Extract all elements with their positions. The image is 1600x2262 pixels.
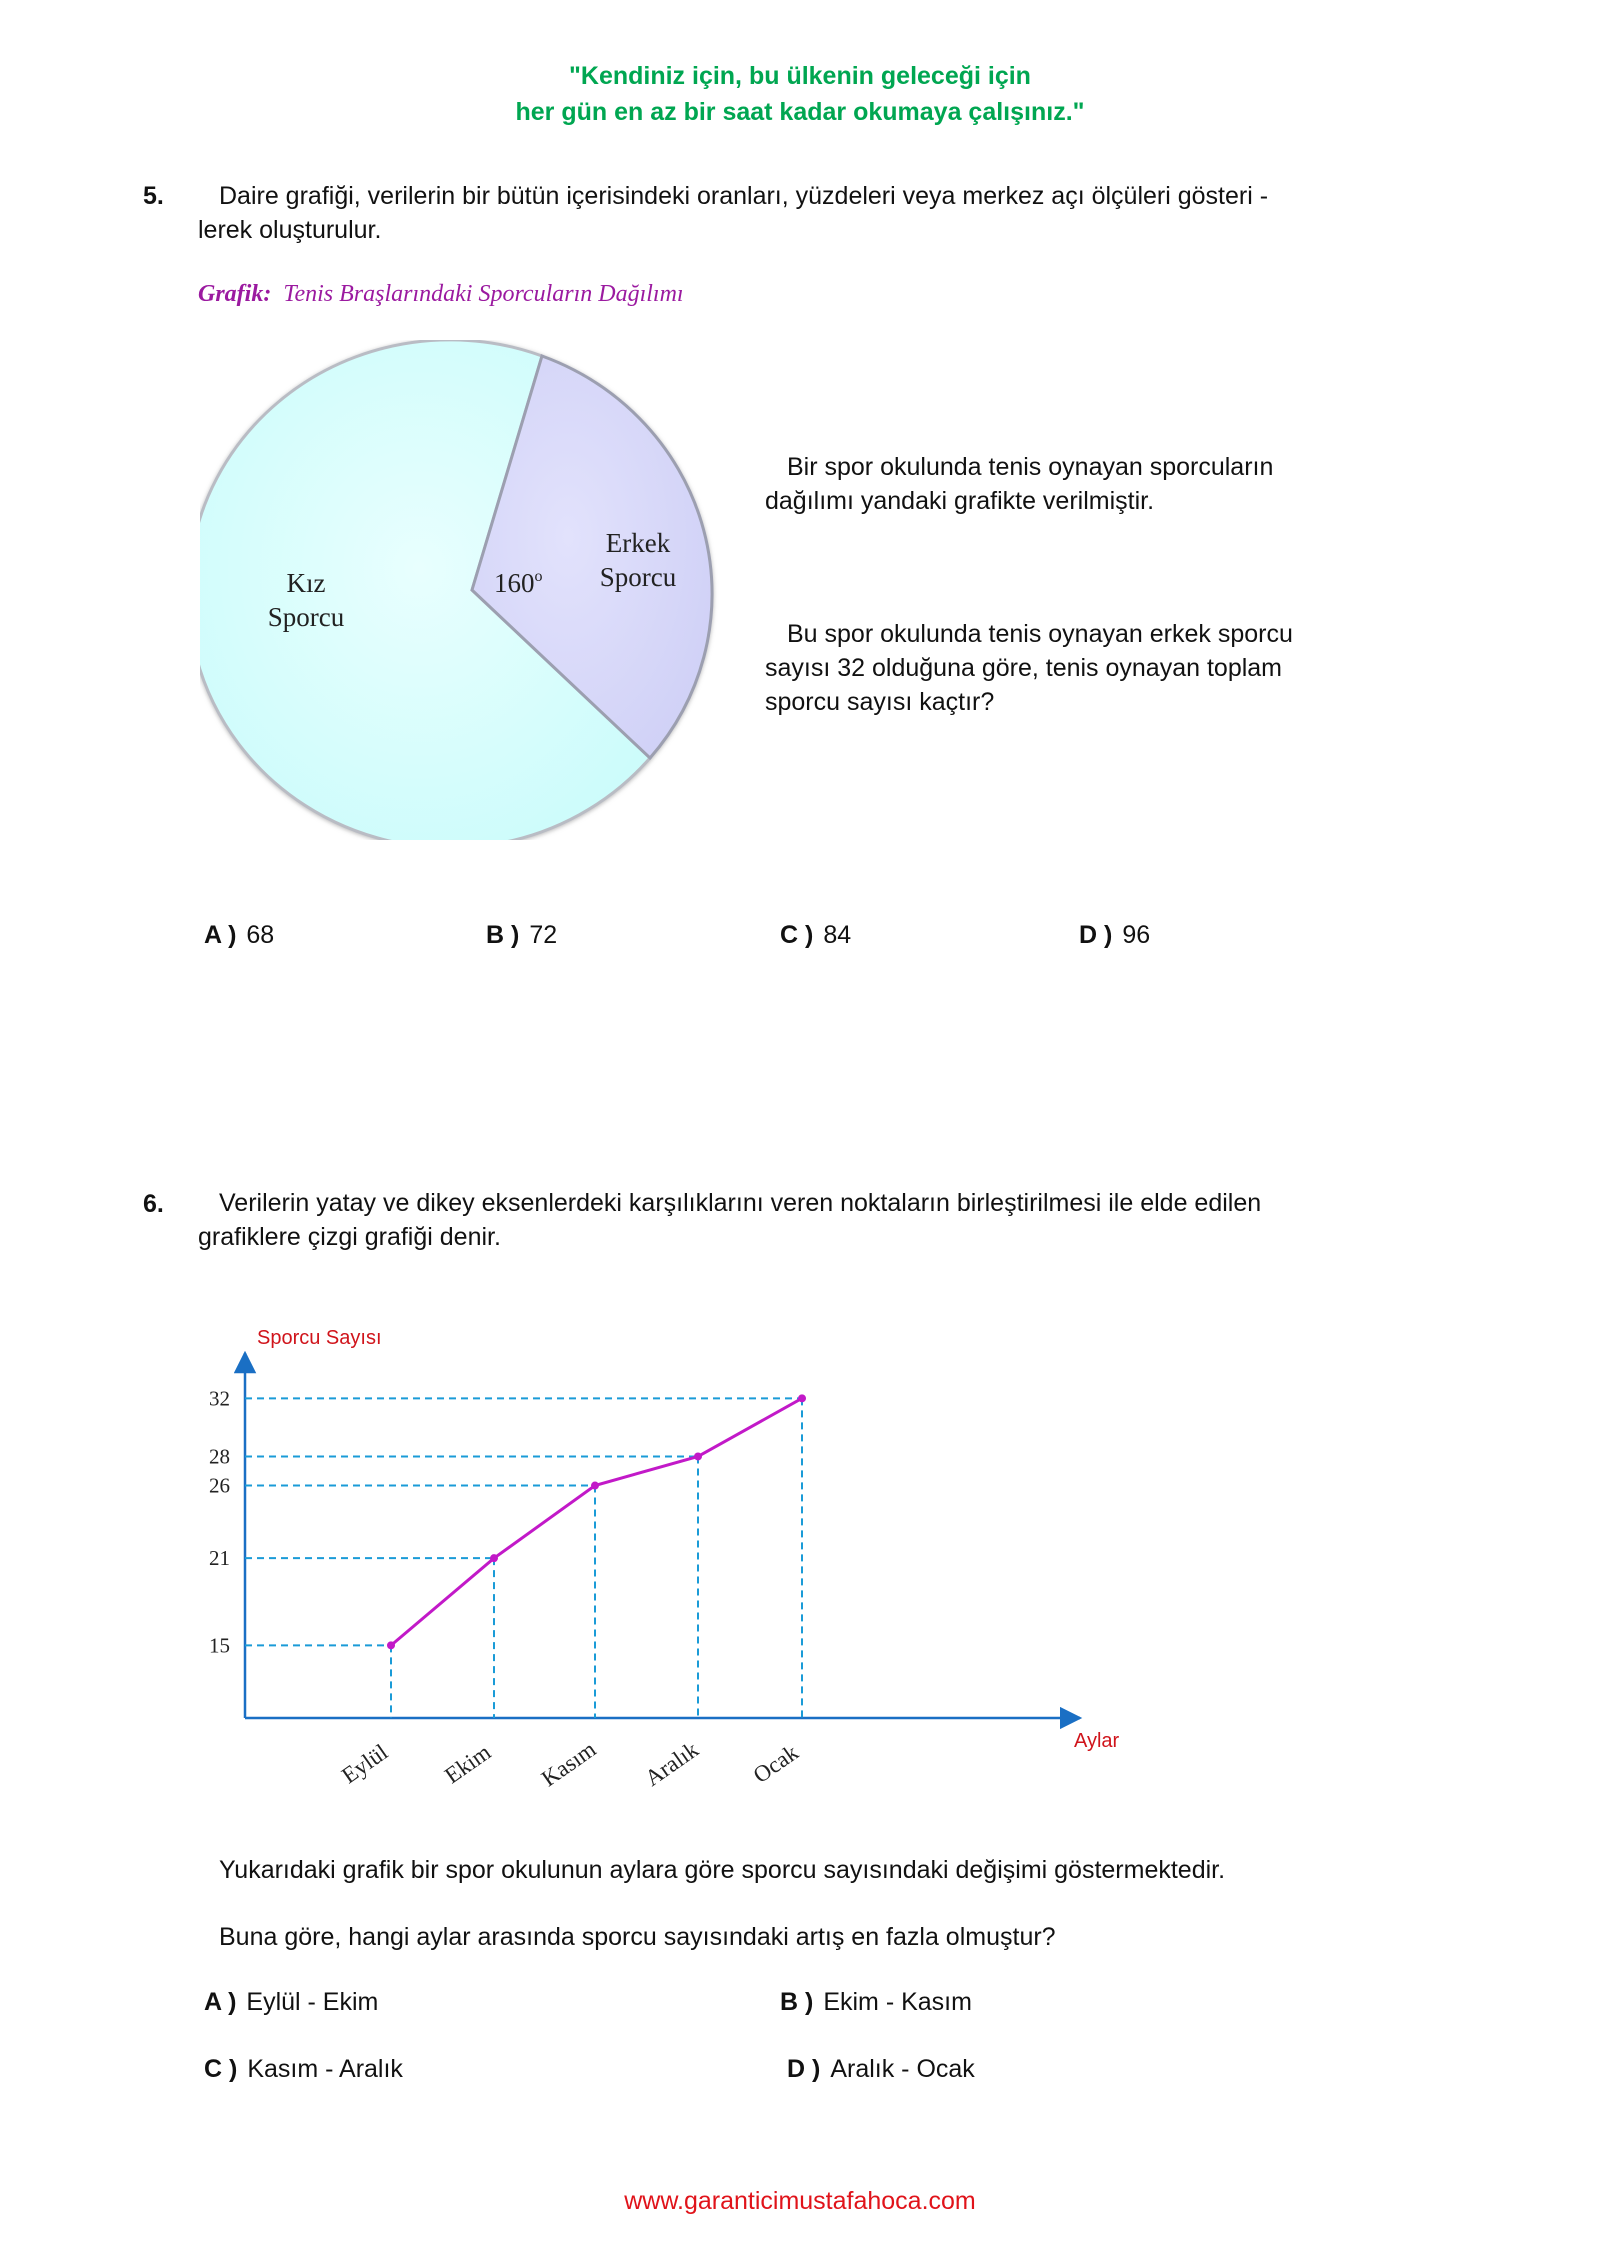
- x-tick-label: Eylül: [337, 1739, 393, 1789]
- y-axis-title: Sporcu Sayısı: [257, 1327, 382, 1349]
- question-5-number: 5.: [143, 182, 164, 210]
- motto-line-1: "Kendiniz için, bu ülkenin geleceği için: [569, 62, 1031, 90]
- question-5-text-line-3: sporcu sayısı kaçtır?: [765, 688, 995, 716]
- option-letter: D ): [1079, 921, 1113, 949]
- option-letter: A ): [204, 921, 237, 949]
- question-5-text-line-2: sayısı 32 olduğuna göre, tenis oynayan toplam: [765, 654, 1283, 682]
- option-value: Eylül - Ekim: [246, 1988, 379, 2016]
- question-6-intro-line-2: grafiklere çizgi grafiği denir.: [198, 1223, 501, 1251]
- option-value: 84: [823, 921, 852, 949]
- option-value: Aralık - Ocak: [830, 2055, 975, 2083]
- question-5-context-line-1: Bir spor okulunda tenis oynayan sporcuların: [787, 453, 1274, 481]
- caption-text: Tenis Braşlarındaki Sporcuların Dağılımı: [283, 281, 684, 307]
- option-value: Ekim - Kasım: [823, 1988, 972, 2016]
- y-tick-label: 28: [209, 1444, 230, 1469]
- question-5-option-d[interactable]: [1079, 921, 1150, 950]
- option-value: 68: [246, 921, 275, 949]
- option-letter: C ): [780, 921, 814, 949]
- question-5-intro-line-1: Daire grafiği, verilerin bir bütün içerisindeki oranları, yüzdeleri veya merkez açı ölçüleri gösteri -: [219, 182, 1269, 210]
- option-letter: A ): [204, 1988, 237, 2016]
- line-chart: [190, 1315, 1150, 1815]
- question-5-intro-line-2: lerek oluşturulur.: [198, 216, 382, 244]
- y-tick-label: 26: [209, 1473, 230, 1498]
- question-5-option-a[interactable]: [204, 921, 274, 950]
- question-5-context-line-2: dağılımı yandaki grafikte verilmiştir.: [765, 487, 1155, 515]
- question-5-option-c[interactable]: [780, 921, 851, 950]
- question-6-option-b[interactable]: [780, 1988, 972, 2017]
- data-point: [490, 1554, 498, 1562]
- question-6-statement: Yukarıdaki grafik bir spor okulunun aylara göre sporcu sayısındaki değişimi göstermektedir.: [219, 1856, 1226, 1884]
- question-6-option-c[interactable]: [204, 2055, 403, 2084]
- option-value: 72: [529, 921, 558, 949]
- x-tick-label: Ekim: [440, 1739, 496, 1789]
- question-6-number: 6.: [143, 1190, 164, 1218]
- pie-label-erkek-line-2: Sporcu: [599, 562, 677, 592]
- option-letter: B ): [486, 921, 520, 949]
- option-letter: B ): [780, 1988, 814, 2016]
- pie-label-erkek-line-1: Erkek: [605, 528, 671, 558]
- option-value: 96: [1122, 921, 1151, 949]
- data-point: [798, 1394, 806, 1402]
- question-6-intro-line-1: Verilerin yatay ve dikey eksenlerdeki karşılıklarını veren noktaların birleştirilmesi ile elde edilen: [219, 1189, 1262, 1217]
- pie-chart-caption: [198, 281, 684, 308]
- y-tick-label: 32: [209, 1386, 230, 1411]
- footer-url[interactable]: www.garanticimustafahoca.com: [624, 2187, 976, 2215]
- question-6-text: Buna göre, hangi aylar arasında sporcu sayısındaki artış en fazla olmuştur?: [219, 1923, 1056, 1951]
- pie-label-kiz-line-1: Kız: [286, 568, 326, 598]
- pie-angle-value: 160: [494, 568, 535, 598]
- option-letter: D ): [787, 2055, 821, 2083]
- option-value: Kasım - Aralık: [247, 2055, 403, 2083]
- data-point: [694, 1452, 702, 1460]
- option-letter: C ): [204, 2055, 238, 2083]
- x-axis-title: Aylar: [1074, 1730, 1120, 1752]
- y-tick-label: 15: [209, 1633, 230, 1658]
- question-6-option-a[interactable]: [204, 1988, 378, 2017]
- pie-angle-degree: o: [534, 568, 543, 585]
- caption-label: Grafik:: [198, 281, 272, 307]
- pie-label-kiz-line-2: Sporcu: [267, 602, 345, 632]
- data-point: [387, 1641, 395, 1649]
- motto-line-2: her gün en az bir saat kadar okumaya çalışınız.": [515, 98, 1085, 126]
- question-5-text-line-1: Bu spor okulunda tenis oynayan erkek sporcu: [787, 620, 1293, 648]
- x-tick-label: Kasım: [536, 1736, 601, 1792]
- y-tick-label: 21: [209, 1546, 230, 1571]
- x-tick-label: Ocak: [748, 1739, 803, 1789]
- question-6-option-d[interactable]: [787, 2055, 975, 2084]
- data-point: [591, 1482, 599, 1490]
- question-5-option-b[interactable]: [486, 921, 557, 950]
- series-line: [391, 1398, 802, 1645]
- x-tick-label: Aralık: [640, 1736, 703, 1791]
- pie-chart: [200, 340, 750, 840]
